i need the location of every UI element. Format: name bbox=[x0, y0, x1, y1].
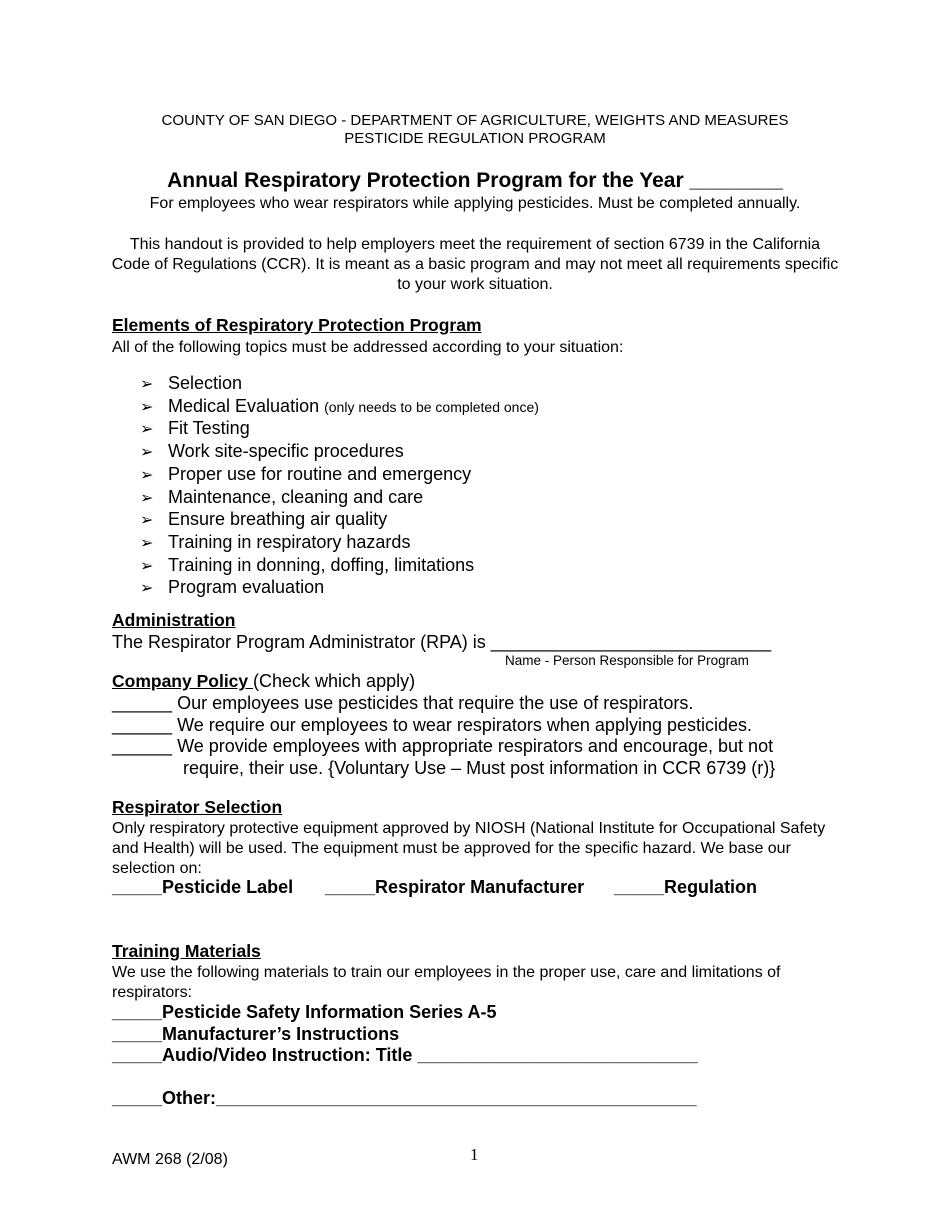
arrow-bullet-icon: ➢ bbox=[140, 466, 154, 484]
respirator-selection-text: Only respiratory protective equipment approved by NIOSH (National Institute for Occupational Safety and Health) will be used. The equipment must be approved for the specific hazard. We base our selection on: bbox=[112, 820, 826, 877]
page-number: 1 bbox=[470, 1145, 479, 1164]
list-item: ➢ Training in respiratory hazards bbox=[140, 532, 539, 555]
administration-heading: Administration bbox=[112, 610, 236, 630]
company-policy-heading: Company Policy bbox=[112, 671, 254, 691]
company-policy-note: (Check which apply) bbox=[253, 671, 416, 691]
respirator-selection-heading: Respirator Selection bbox=[112, 797, 283, 817]
form-id: AWM 268 (2/08) bbox=[112, 1151, 228, 1168]
training-option-other[interactable]: _____Other:________________________________________________ bbox=[112, 1088, 697, 1108]
elements-heading: Elements of Respiratory Protection Program bbox=[112, 315, 482, 335]
arrow-bullet-icon: ➢ bbox=[140, 557, 154, 575]
arrow-bullet-icon: ➢ bbox=[140, 580, 154, 598]
arrow-bullet-icon: ➢ bbox=[140, 444, 154, 462]
policy-option-3-continued: require, their use. {Voluntary Use – Must post information in CCR 6739 (r)} bbox=[183, 758, 776, 778]
list-item: ➢ Work site-specific procedures bbox=[140, 441, 539, 464]
list-item: ➢ Training in donning, doffing, limitations bbox=[140, 555, 539, 578]
company-policy-heading-row bbox=[112, 670, 415, 692]
list-item: ➢ Medical Evaluation (only needs to be completed once) bbox=[140, 396, 539, 419]
document-title: Annual Respiratory Protection Program for the Year ________ bbox=[167, 169, 783, 192]
arrow-bullet-icon: ➢ bbox=[140, 534, 154, 552]
list-item: ➢ Program evaluation bbox=[140, 577, 539, 600]
rpa-name-caption: Name - Person Responsible for Program bbox=[505, 653, 749, 668]
agency-header bbox=[0, 112, 950, 148]
agency-header-line1: COUNTY OF SAN DIEGO - DEPARTMENT OF AGRICULTURE, WEIGHTS AND MEASURES bbox=[161, 112, 789, 129]
selection-option-regulation[interactable]: _____Regulation bbox=[614, 877, 758, 897]
arrow-bullet-icon: ➢ bbox=[140, 398, 154, 416]
list-item: ➢ Selection bbox=[140, 373, 539, 396]
arrow-bullet-icon: ➢ bbox=[140, 489, 154, 507]
elements-intro: All of the following topics must be addressed according to your situation: bbox=[112, 339, 624, 356]
list-item: ➢ Fit Testing bbox=[140, 418, 539, 441]
training-option-audio-video[interactable]: _____Audio/Video Instruction: Title ____________________________ bbox=[112, 1045, 698, 1065]
training-option-manufacturer[interactable]: _____Manufacturer’s Instructions bbox=[112, 1024, 400, 1044]
policy-option-1[interactable]: ______ Our employees use pesticides that require the use of respirators. bbox=[112, 693, 694, 713]
agency-header-line2: PESTICIDE REGULATION PROGRAM bbox=[344, 130, 606, 147]
arrow-bullet-icon: ➢ bbox=[140, 376, 154, 393]
handout-paragraph: This handout is provided to help employers meet the requirement of section 6739 in the California Code of Regulations (CCR). It is meant as a basic program and may not meet all requirements specific to your work situation. bbox=[111, 236, 839, 293]
arrow-bullet-icon: ➢ bbox=[140, 512, 154, 530]
training-materials-text: We use the following materials to train our employees in the proper use, care and limitations of respirators: bbox=[112, 964, 781, 1001]
list-item: ➢ Maintenance, cleaning and care bbox=[140, 487, 539, 510]
list-item: ➢ Ensure breathing air quality bbox=[140, 509, 539, 532]
document-subtitle: For employees who wear respirators while applying pesticides. Must be completed annually. bbox=[149, 195, 801, 212]
list-item-note: (only needs to be completed once) bbox=[324, 398, 539, 415]
rpa-name-field[interactable]: The Respirator Program Administrator (RPA) is ____________________________ bbox=[112, 632, 772, 652]
training-materials-heading: Training Materials bbox=[112, 941, 261, 961]
policy-option-2[interactable]: ______ We require our employees to wear respirators when applying pesticides. bbox=[112, 715, 753, 735]
policy-option-3[interactable]: ______ We provide employees with appropriate respirators and encourage, but not bbox=[112, 736, 774, 756]
elements-list bbox=[140, 373, 539, 600]
list-item: ➢ Proper use for routine and emergency bbox=[140, 464, 539, 487]
selection-option-pesticide-label[interactable]: _____Pesticide Label bbox=[112, 877, 294, 897]
arrow-bullet-icon: ➢ bbox=[140, 421, 154, 439]
selection-option-manufacturer[interactable]: _____Respirator Manufacturer bbox=[325, 877, 585, 897]
training-option-a5[interactable]: _____Pesticide Safety Information Series A-5 bbox=[112, 1002, 497, 1022]
